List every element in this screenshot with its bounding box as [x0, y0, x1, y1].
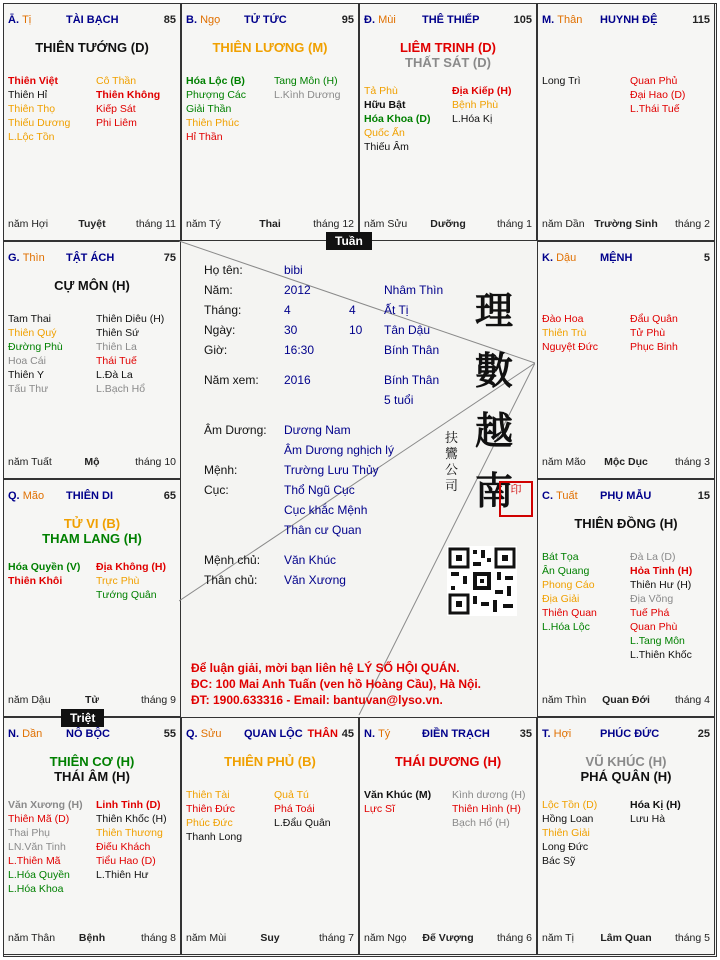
info-lunar-value: 4 — [349, 303, 356, 317]
minor-star: L.Tang Môn — [630, 635, 685, 647]
info-canchi: Tân Dậu — [384, 323, 431, 337]
palace-stage: Tuyệt — [78, 218, 106, 230]
palace-number: 15 — [697, 490, 710, 502]
palace-name: HUYNH ĐỆ — [600, 14, 658, 26]
major-star: THIÊN CƠ (H) — [49, 754, 135, 769]
palace-stage: Đế Vượng — [422, 932, 474, 944]
major-star: THÁI DƯƠNG (H) — [394, 754, 502, 769]
cuc-value: Thổ Ngũ Cục — [284, 483, 355, 497]
minor-star: Nguyệt Đức — [542, 341, 599, 353]
palace-name: THÊ THIẾP — [422, 14, 480, 26]
palace-name: THIÊN DI — [66, 490, 114, 502]
minor-star: Lộc Tồn (D) — [542, 799, 598, 811]
palace-month: tháng 11 — [135, 218, 176, 230]
palace-name: MỆNH — [600, 252, 633, 264]
palace-month: tháng 7 — [318, 932, 354, 944]
palace-stage: Quan Đới — [602, 694, 650, 706]
contact-address: ĐC: 100 Mai Anh Tuấn (ven hồ Hoàng Cầu), Hà Nội. — [191, 677, 482, 691]
minor-star: Kình dương (H) — [452, 789, 526, 801]
palace-year: năm Mùi — [186, 932, 227, 944]
palace-header — [364, 728, 532, 742]
major-star: PHÁ QUÂN (H) — [580, 769, 672, 784]
major-star: THIÊN LƯƠNG (M) — [212, 40, 328, 55]
menh-label: Mệnh: — [204, 463, 238, 477]
than-cu-note: Thân cư Quan — [284, 523, 362, 537]
minor-star: Phục Binh — [630, 341, 678, 353]
minor-star: Văn Khúc (M) — [364, 789, 432, 801]
minor-star: Tướng Quân — [96, 589, 157, 601]
palace-dau[interactable] — [537, 241, 715, 479]
palace-stage: Suy — [260, 932, 280, 944]
minor-star: Đào Hoa — [542, 313, 584, 325]
palace-footer — [186, 218, 354, 231]
palace-header — [8, 14, 176, 28]
palace-position: Q. Mão — [8, 490, 45, 502]
minor-star: Văn Xương (H) — [8, 799, 83, 811]
palace-year: năm Thân — [8, 932, 56, 944]
major-stars — [538, 516, 714, 531]
minor-star: Quả Tú — [274, 789, 309, 801]
minor-star: L.Đà La — [96, 369, 133, 381]
major-star: TỬ VI (B) — [63, 516, 121, 531]
minor-star: Thiên Không — [96, 89, 161, 101]
palace-stage: Trường Sinh — [594, 218, 658, 230]
triet-marker: Triệt — [61, 709, 104, 727]
minor-star: Ân Quang — [542, 565, 590, 577]
menh-chu-label: Mệnh chủ: — [204, 553, 261, 567]
palace-month: tháng 3 — [674, 456, 710, 468]
minor-star: Giải Thần — [186, 103, 232, 115]
minor-star: Thiên Y — [8, 369, 44, 381]
minor-star: Hóa Quyền (V) — [8, 561, 81, 573]
major-star: LIÊM TRINH (D) — [399, 40, 497, 55]
menh-chu-value: Văn Khúc — [284, 553, 337, 567]
minor-star: Thiếu Âm — [364, 141, 409, 153]
major-star: CỰ MÔN (H) — [54, 278, 130, 293]
palace-ngo[interactable] — [181, 3, 359, 241]
major-stars — [4, 516, 180, 546]
minor-star: Thiên Sứ — [96, 327, 140, 339]
minor-star: Bệnh Phù — [452, 99, 499, 111]
amduong-label: Âm Dương: — [204, 423, 267, 437]
palace-number: 25 — [697, 728, 710, 740]
minor-star: L.Hóa Kị — [452, 113, 493, 125]
minor-star: Thiên Hình (H) — [452, 803, 521, 815]
minor-star: L.Thiên Hư — [96, 869, 149, 881]
palace-name: PHỤ MẪU — [600, 490, 652, 502]
palace-footer — [542, 694, 710, 707]
palace-year: năm Tị — [542, 932, 574, 944]
minor-star: L.Thái Tuế — [630, 103, 680, 115]
palace-number: 85 — [163, 14, 176, 26]
minor-star: Tử Phù — [630, 327, 666, 339]
palace-number: 45 — [341, 728, 354, 740]
minor-star: Địa Kiếp (H) — [452, 85, 512, 97]
palace-month: tháng 12 — [313, 218, 354, 230]
palace-header — [542, 14, 710, 28]
minor-star: Quốc Ấn — [364, 127, 405, 139]
palace-footer — [8, 694, 176, 707]
palace-number: 105 — [513, 14, 532, 26]
minor-star: Thiên Mã (D) — [8, 813, 70, 825]
than-chu-label: Thân chủ: — [204, 573, 258, 587]
palace-month: tháng 4 — [674, 694, 710, 706]
palace-year: năm Tý — [186, 218, 221, 230]
info-label: Tháng: — [204, 303, 242, 317]
logo-char: 數 — [474, 348, 513, 393]
palace-footer — [364, 932, 532, 945]
info-canchi: Ất Tị — [384, 303, 409, 317]
contact-phone-email: ĐT: 1900.633316 - Email: bantuvan@lyso.vn. — [191, 693, 443, 707]
minor-star: Thiên Khôi — [8, 575, 63, 587]
palace-name: PHÚC ĐỨC — [600, 728, 660, 740]
palace-stage: Lâm Quan — [600, 932, 652, 944]
palace-dan[interactable] — [3, 717, 181, 955]
palace-header — [8, 728, 176, 742]
minor-star: Thiếu Dương — [8, 117, 71, 129]
palace-number: 95 — [341, 14, 354, 26]
calligraphy-logo — [445, 281, 529, 541]
major-star: VŨ KHÚC (H) — [585, 754, 667, 769]
minor-star: Thái Tuế — [96, 355, 137, 367]
palace-number: 65 — [163, 490, 176, 502]
palace-thin[interactable] — [3, 241, 181, 479]
minor-star: Long Đức — [542, 841, 589, 853]
palace-header — [364, 14, 532, 28]
major-stars — [4, 278, 180, 293]
minor-star: Lưu Hà — [630, 813, 666, 825]
palace-position: Q. Sửu — [186, 728, 222, 740]
palace-position: M. Thân — [542, 14, 583, 26]
contact-line: Để luận giải, mời bạn liên hệ LÝ SỐ HỘI QUÁN. — [191, 661, 460, 675]
minor-star: Thiên Việt — [8, 75, 58, 87]
minor-star: LN.Văn Tinh — [8, 841, 66, 853]
palace-footer — [364, 218, 532, 231]
major-stars — [4, 754, 180, 784]
minor-star: Tuế Phá — [630, 607, 670, 619]
minor-star: Thiên Hư (H) — [630, 579, 692, 591]
major-star: THÁI ÂM (H) — [54, 769, 130, 784]
palace-year: năm Dần — [542, 218, 585, 230]
info-label: Năm xem: — [204, 373, 259, 387]
palace-mao[interactable] — [3, 479, 181, 717]
minor-star: Phong Cáo — [542, 579, 595, 591]
palace-footer — [542, 456, 710, 469]
palace-footer — [8, 218, 176, 231]
minor-star: Đại Hao (D) — [630, 89, 686, 101]
minor-star: Điếu Khách — [96, 841, 151, 853]
minor-star: Linh Tinh (D) — [96, 799, 161, 811]
palace-month: tháng 1 — [496, 218, 532, 230]
major-star: THIÊN ĐỒNG (H) — [574, 516, 678, 531]
palace-name: TỬ TỨC — [244, 14, 287, 26]
minor-star: Thai Phụ — [8, 827, 51, 839]
palace-position: B. Ngọ — [186, 14, 221, 26]
major-stars — [4, 40, 180, 55]
palace-year: năm Hợi — [8, 218, 49, 230]
qr-code[interactable] — [447, 546, 517, 616]
palace-header — [542, 252, 710, 266]
info-value: 2016 — [284, 373, 311, 387]
minor-star: Quan Phù — [630, 621, 678, 633]
minor-star: Quan Phủ — [630, 75, 678, 87]
major-stars — [182, 754, 358, 769]
palace-ty[interactable] — [359, 717, 537, 955]
red-seal-stamp: 印 — [499, 481, 533, 517]
minor-star: Phúc Đức — [186, 817, 233, 829]
chart-properties — [204, 423, 454, 587]
major-star: THIÊN PHỦ (B) — [224, 754, 316, 769]
minor-star: Thiên Tài — [186, 789, 230, 801]
palace-stage: Dưỡng — [430, 218, 466, 230]
info-canchi: Bính Thân — [384, 373, 440, 387]
minor-star: Hóa Kị (H) — [630, 799, 681, 811]
minor-star: Đường Phù — [8, 341, 63, 353]
minor-star: L.Lộc Tồn — [8, 131, 55, 143]
palace-year: năm Thìn — [542, 694, 587, 706]
minor-star: Thiên Khốc (H) — [96, 813, 167, 825]
amduong-value: Dương Nam — [284, 423, 351, 437]
minor-star: Thiên Phúc — [186, 117, 240, 129]
minor-star: L.Hóa Quyền — [8, 869, 70, 881]
logo-char: 南 — [474, 468, 513, 513]
palace-year: năm Tuất — [8, 456, 52, 468]
minor-star: Thiên Giải — [542, 827, 590, 839]
palace-footer — [186, 932, 354, 945]
minor-star: Phá Toái — [274, 803, 315, 815]
info-value: 16:30 — [284, 343, 315, 357]
tuan-marker: Tuần — [326, 232, 372, 250]
minor-star: Hóa Khoa (D) — [364, 113, 431, 125]
palace-stage: Thai — [259, 218, 281, 230]
major-star: THẤT SÁT (D) — [405, 55, 491, 70]
info-label: Năm: — [204, 283, 233, 297]
minor-star: Hữu Bật — [364, 99, 406, 111]
minor-star: Thiên Thọ — [8, 103, 56, 115]
info-label: Ngày: — [204, 323, 236, 337]
minor-star: Đà La (D) — [630, 551, 676, 563]
palace-position: Ā. Tị — [8, 14, 32, 26]
info-value: bibi — [284, 263, 303, 277]
info-value: 30 — [284, 323, 298, 337]
info-label: Giờ: — [204, 343, 228, 357]
minor-star: Thiên Thương — [96, 827, 163, 839]
palace-name: NÔ BỘC — [66, 728, 110, 740]
minor-star: Bác Sỹ — [542, 855, 576, 867]
palace-stage: Tử — [84, 694, 100, 706]
minor-star: Hồng Loan — [542, 813, 594, 825]
palace-position: C. Tuất — [542, 490, 578, 502]
minor-star: Bạch Hổ (H) — [452, 817, 510, 829]
palace-position: N. Dần — [8, 728, 43, 740]
palace-name: QUAN LỘC — [244, 728, 303, 740]
palace-footer — [542, 218, 710, 231]
logo-char: 理 — [474, 288, 513, 333]
minor-star: Lực Sĩ — [364, 803, 395, 815]
palace-position: G. Thìn — [8, 252, 45, 264]
palace-hoi[interactable] — [537, 717, 715, 955]
major-stars — [360, 754, 536, 769]
palace-month: tháng 10 — [135, 456, 176, 468]
palace-month: tháng 9 — [140, 694, 176, 706]
minor-star: Cô Thần — [96, 75, 137, 87]
palace-tuat[interactable] — [537, 479, 715, 717]
minor-star: Thiên Quan — [542, 607, 597, 619]
palace-month: tháng 2 — [674, 218, 710, 230]
palace-month: tháng 5 — [674, 932, 710, 944]
palace-position: K. Dậu — [542, 252, 577, 264]
palace-name: TÀI BẠCH — [66, 14, 119, 26]
minor-star: L.Đẩu Quân — [274, 817, 331, 829]
palace-number: 35 — [519, 728, 532, 740]
palace-month: tháng 8 — [140, 932, 176, 944]
minor-star: Phi Liêm — [96, 117, 137, 129]
palace-number: 75 — [163, 252, 176, 264]
minor-star: L.Kình Dương — [274, 89, 341, 101]
minor-star: Tiểu Hao (D) — [96, 855, 156, 867]
minor-star: Hỏa Tinh (H) — [630, 565, 693, 577]
minor-star: Trực Phù — [96, 575, 140, 587]
palace-than_r[interactable] — [537, 3, 715, 241]
palace-number: 115 — [692, 14, 710, 26]
minor-star: Thiên Hỉ — [8, 89, 48, 101]
minor-star: Thanh Long — [186, 831, 243, 843]
minor-star: Tả Phù — [364, 85, 398, 97]
minor-star: Địa Không (H) — [96, 561, 166, 573]
minor-star: Thiên Trù — [542, 327, 587, 339]
than-chu-value: Văn Xương — [284, 573, 346, 587]
minor-star: Hoa Cái — [8, 355, 46, 367]
menh-value: Trường Lưu Thủy — [284, 463, 379, 477]
minor-star: Tam Thai — [8, 313, 51, 325]
palace-stage: Mộ — [84, 456, 100, 468]
palace-number: 5 — [703, 252, 710, 264]
palace-number: 55 — [163, 728, 176, 740]
palace-name: ĐIỀN TRẠCH — [422, 728, 490, 740]
palace-header — [8, 252, 176, 266]
minor-star: Tang Môn (H) — [274, 75, 338, 87]
minor-star: Phượng Các — [186, 89, 247, 101]
palace-stage: Mộc Dục — [604, 456, 648, 468]
seal-text: 扶鸞公司 — [445, 431, 459, 494]
minor-star: Tấu Thư — [8, 383, 49, 395]
center-panel — [179, 241, 535, 715]
major-stars — [182, 40, 358, 55]
info-value: 4 — [284, 303, 291, 317]
amduong-note: Âm Dương nghịch lý — [284, 443, 394, 457]
minor-star: Thiên La — [96, 341, 137, 353]
minor-star: L.Hóa Lộc — [542, 621, 590, 633]
than-marker: THÂN — [307, 728, 338, 740]
minor-star: Thiên Quý — [8, 327, 57, 339]
palace-month: tháng 6 — [496, 932, 532, 944]
palace-header — [8, 490, 176, 504]
info-value: 2012 — [284, 283, 311, 297]
info-canchi: 5 tuổi — [384, 393, 414, 407]
contact-info — [191, 660, 481, 708]
palace-header — [186, 728, 354, 742]
info-canchi: Bính Thân — [384, 343, 440, 357]
info-canchi: Nhâm Thìn — [384, 283, 444, 297]
logo-char: 越 — [474, 408, 513, 453]
minor-star: L.Thiên Mã — [8, 855, 61, 867]
palace-position: Đ. Mùi — [364, 14, 396, 26]
palace-mui[interactable] — [359, 3, 537, 241]
palace-header — [186, 14, 354, 28]
minor-star: Long Trì — [542, 75, 581, 87]
major-stars — [360, 40, 536, 70]
palace-suu[interactable] — [181, 717, 359, 955]
minor-star: Địa Võng — [630, 593, 674, 605]
palace-name: TẬT ÁCH — [66, 252, 115, 264]
cuc-label: Cục: — [204, 483, 229, 497]
minor-star: Bát Tọa — [542, 551, 579, 563]
minor-star: Kiếp Sát — [96, 103, 136, 115]
palace-footer — [542, 932, 710, 945]
major-stars — [538, 754, 714, 784]
palace-year: năm Sửu — [364, 218, 408, 230]
minor-star: L.Hóa Khoa — [8, 883, 64, 895]
major-star: THIÊN TƯỚNG (D) — [35, 40, 149, 55]
minor-star: Đẩu Quân — [630, 313, 678, 325]
palace-position: N. Tý — [364, 728, 391, 740]
minor-star: L.Bạch Hổ — [96, 383, 146, 395]
minor-star: Thiên Đức — [186, 803, 236, 815]
info-label: Họ tên: — [204, 263, 243, 277]
minor-star: Hóa Lộc (B) — [186, 75, 245, 87]
palace-year: năm Mão — [542, 456, 586, 468]
palace-header — [542, 490, 710, 504]
minor-star: Thiên Diêu (H) — [96, 313, 165, 325]
palace-ti[interactable] — [3, 3, 181, 241]
info-lunar-value: 10 — [349, 323, 363, 337]
palace-footer — [8, 932, 176, 945]
palace-year: năm Ngọ — [364, 932, 407, 944]
cuc-note: Cục khắc Mệnh — [284, 503, 368, 517]
minor-star: L.Thiên Khốc — [630, 649, 692, 661]
minor-star: Hỉ Thần — [186, 131, 223, 143]
palace-year: năm Dậu — [8, 694, 51, 706]
major-star: THAM LANG (H) — [42, 531, 142, 546]
palace-position: T. Hợi — [542, 728, 572, 740]
palace-footer — [8, 456, 176, 469]
palace-header — [542, 728, 710, 742]
palace-stage: Bệnh — [78, 932, 106, 944]
minor-star: Địa Giải — [542, 593, 580, 605]
